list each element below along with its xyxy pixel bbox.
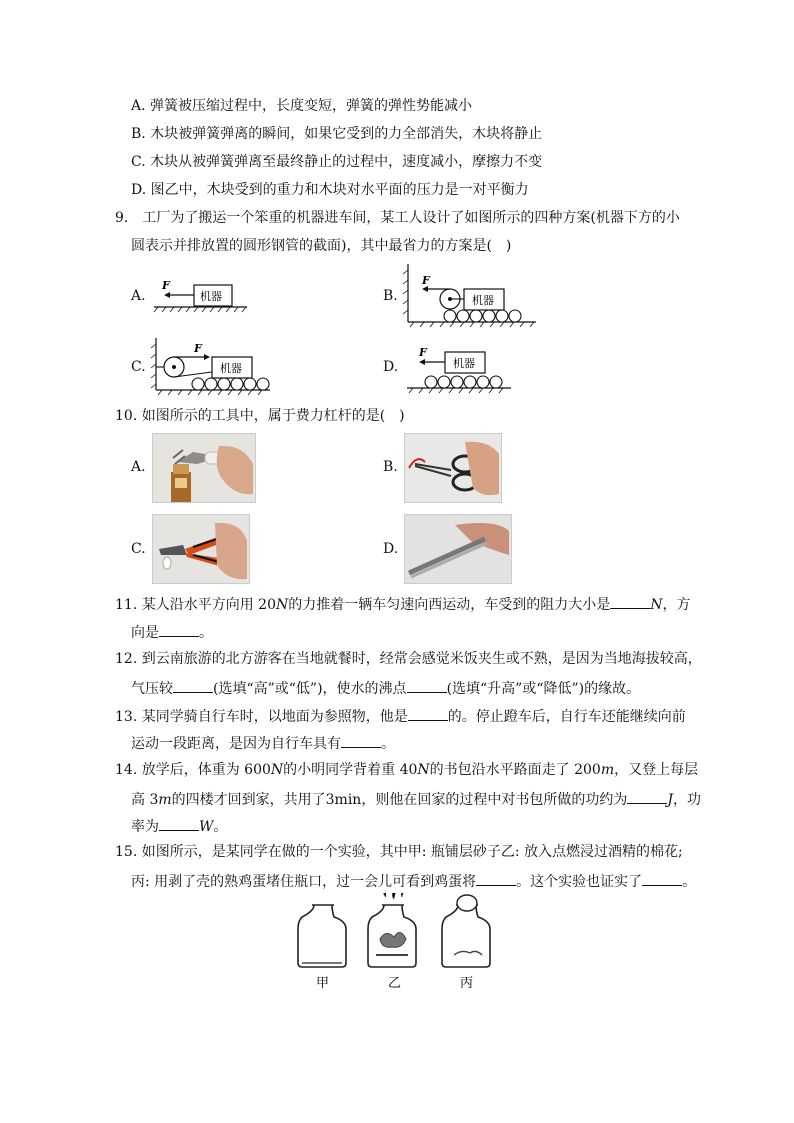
q8-option-b: B. 木块被弹簧弹离的瞬间，如果它受到的力全部消失，木块将静止: [131, 126, 543, 142]
q9-label-d: D.: [383, 359, 399, 375]
q14-text-2: 的小明同学背着重 40: [283, 762, 418, 778]
q15-jar-label-bing: 丙: [460, 976, 474, 991]
q11-text-3: ，方: [662, 597, 691, 613]
q14-line2: [131, 789, 701, 809]
q12-text-2: 气压较: [131, 681, 173, 697]
q11-blank-resistance[interactable]: [610, 594, 650, 609]
q15-jar-label-jia: 甲: [316, 976, 330, 991]
q14-text-4: ，又登上每层: [614, 762, 699, 778]
q14-unit-2: N: [417, 762, 430, 778]
q11-text-5: 。: [199, 625, 213, 641]
q9-figure-b: [400, 262, 540, 330]
q14-unit-3: m: [600, 762, 615, 778]
q13-line2: [131, 733, 395, 753]
q13-line1: [115, 706, 686, 726]
q9-label-a: A.: [131, 288, 146, 304]
q9-label-c: C.: [131, 359, 146, 375]
q14-unit-5: J: [667, 792, 673, 808]
q14-blank-work[interactable]: [627, 789, 667, 804]
q13-text-3: 运动一段距离，是因为自行车具有: [131, 736, 341, 752]
q9-figure-a: [152, 275, 252, 315]
bottle-opener-image: [153, 434, 255, 502]
q9-a-machine-label: 机器: [200, 290, 222, 303]
q9-figure-c: [150, 336, 275, 398]
q9-figure-d: [405, 342, 515, 396]
q11-unit-n: N: [275, 597, 289, 613]
q9-stem-line1: 9. 工厂为了搬运一个笨重的机器进车间，某工人设计了如图所示的四种方案(机器下方的小: [115, 210, 680, 226]
scissors-image: [405, 434, 501, 502]
q10-photo-tweezers: [404, 514, 512, 584]
q10-photo-pliers: [152, 514, 250, 584]
q15-jar-label-yi: 乙: [388, 976, 402, 991]
q14-text-8: 率为: [131, 819, 159, 835]
q11-text-1: 11. 某人沿水平方向用 20: [115, 597, 276, 613]
q9-b-force-label: F: [422, 274, 430, 287]
q15-line1: 15. 如图所示，是某同学在做的一个实验，其中甲: 瓶铺层砂子乙: 放入点燃浸过酒精的棉花;: [115, 844, 683, 860]
q15-blank-conclusion[interactable]: [642, 871, 682, 886]
q13-blank-motion[interactable]: [408, 706, 448, 721]
q14-unit-6: W: [199, 819, 214, 835]
q12-blank-pressure[interactable]: [173, 678, 213, 693]
q14-blank-power[interactable]: [159, 816, 199, 831]
q10-photo-scissors: [404, 433, 502, 503]
q14-line3: [131, 816, 227, 836]
q14-text-5: 高 3: [131, 792, 159, 808]
q10-label-c: C.: [131, 541, 146, 557]
q14-text-6: 的四楼才回到家，共用了3min，则他在回家的过程中对书包所做的功约为: [171, 792, 628, 808]
q12-blank-boiling-point[interactable]: [407, 678, 447, 693]
q11-unit-n-2: N: [650, 597, 663, 613]
q11-blank-direction[interactable]: [159, 622, 199, 637]
q9-label-b: B.: [383, 288, 398, 304]
q9-b-machine-label: 机器: [472, 294, 494, 307]
q14-text-9: 。: [213, 819, 228, 835]
q8-option-c: C. 木块从被弹簧弹离至最终静止的过程中，速度减小，摩擦力不变: [131, 154, 543, 170]
q9-stem-line2: 圆表示并排放置的圆形钢管的截面)，其中最省力的方案是( ): [131, 238, 512, 254]
q10-label-b: B.: [383, 459, 398, 475]
q14-line1: [115, 761, 698, 779]
q12-line1: 12. 到云南旅游的北方游客在当地就餐时，经常会感觉米饭夹生或不熟，是因为当地海拔较高，: [115, 651, 702, 667]
q12-line2: [131, 678, 640, 698]
q13-blank-inertia[interactable]: [341, 733, 381, 748]
q9-c-machine-label: 机器: [220, 362, 242, 375]
q10-label-a: A.: [131, 459, 146, 475]
q11-text-2: 的力推着一辆车匀速向西运动，车受到的阻力大小是: [288, 597, 611, 613]
q15-text-2: 丙: 用剥了壳的熟鸡蛋堵住瓶口，过一会儿可看到鸡蛋将: [131, 874, 477, 890]
pliers-image: [153, 515, 249, 583]
q10-label-d: D.: [383, 541, 399, 557]
q14-text-3: 的书包沿水平路面走了 200: [429, 762, 601, 778]
q10-photo-bottle-opener: [152, 433, 256, 503]
q11-line1: [115, 594, 690, 614]
q13-text-1: 13. 某同学骑自行车时，以地面为参照物，他是: [115, 709, 408, 725]
q14-text-7: ，功: [672, 792, 701, 808]
q14-text-1: 14. 放学后，体重为 600: [115, 762, 271, 778]
q9-d-force-label: F: [419, 346, 427, 359]
q11-line2: [131, 622, 213, 642]
q9-d-machine-label: 机器: [453, 357, 475, 370]
tweezers-image: [405, 515, 511, 583]
q8-option-a: A. 弹簧被压缩过程中，长度变短，弹簧的弹性势能减小: [131, 98, 473, 114]
q9-c-force-label: F: [194, 342, 202, 355]
q13-text-2: 的。停止蹬车后，自行车还能继续向前: [447, 709, 686, 725]
q15-text-3: 。这个实验也证实了: [516, 874, 643, 890]
q15-text-4: 。: [682, 874, 697, 890]
q15-line2: [131, 871, 696, 891]
q11-text-4: 向是: [131, 625, 159, 641]
q15-jars-figure: [290, 893, 510, 993]
q15-blank-egg[interactable]: [476, 871, 516, 886]
q12-text-4: (选填“升高”或“降低”)的缘故。: [446, 681, 641, 697]
q9-a-force-label: F: [162, 279, 170, 292]
q8-option-d: D. 图乙中，木块受到的重力和木块对水平面的压力是一对平衡力: [131, 182, 529, 198]
q14-unit-4: m: [158, 792, 172, 808]
q10-stem: 10. 如图所示的工具中，属于费力杠杆的是( ): [115, 408, 405, 424]
q13-text-4: 。: [381, 736, 395, 752]
q14-unit-1: N: [270, 762, 284, 778]
q12-text-3: (选填“高”或“低”)，使水的沸点: [213, 681, 407, 697]
